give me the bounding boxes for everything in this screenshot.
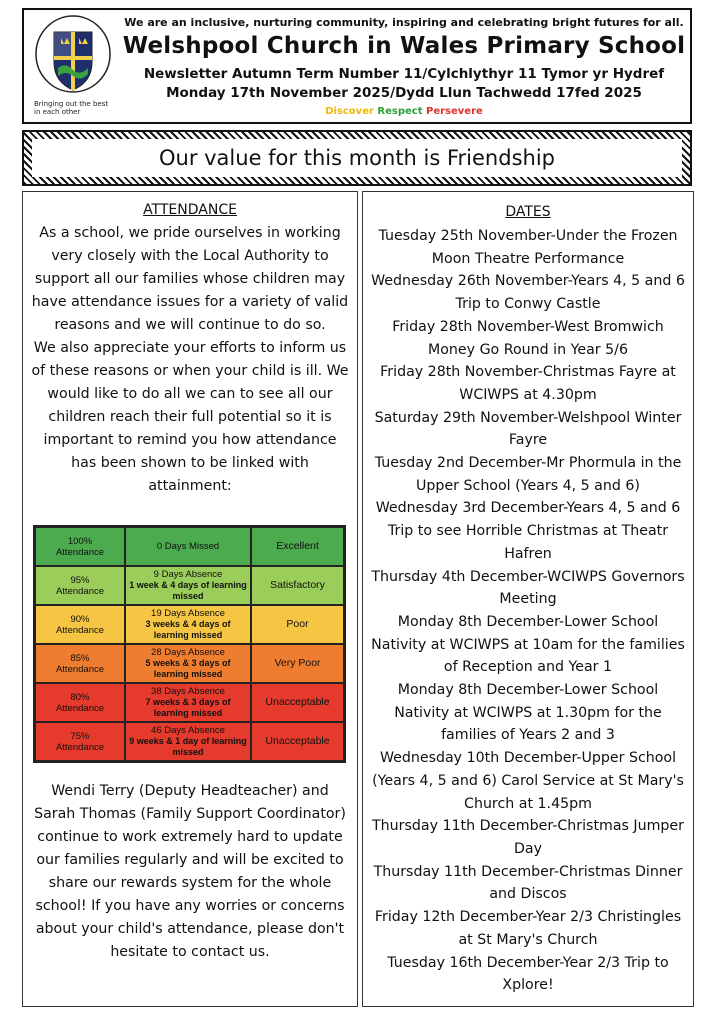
attendance-rating: Unacceptable bbox=[251, 683, 345, 722]
attendance-percent-cell bbox=[35, 566, 126, 605]
date-item: Thursday 4th December-WCIWPS Governors Meeting bbox=[371, 568, 685, 608]
date-item: Wednesday 3rd December-Years 4, 5 and 6 Trip to see Horrible Christmas at Theatr Hafren bbox=[375, 500, 681, 562]
attendance-rating: Unacceptable bbox=[251, 722, 345, 762]
value-of-month-text: Our value for this month is Friendship bbox=[158, 146, 555, 170]
attendance-label: Attendance bbox=[55, 585, 105, 597]
newsletter-issue: Newsletter Autumn Term Number 11/Cylchlythyr 11 Tymor yr Hydref bbox=[143, 66, 665, 82]
date-item: Tuesday 2nd December-Mr Phormula in the Upper School (Years 4, 5 and 6) bbox=[374, 455, 682, 494]
date-item: Tuesday 16th December-Year 2/3 Trip to Xplore! bbox=[387, 954, 669, 994]
attendance-percent-cell bbox=[35, 683, 126, 722]
absence-cell bbox=[125, 605, 251, 644]
absence-days: 38 Days Absence bbox=[151, 686, 225, 697]
date-item: Monday 8th December-Lower School Nativity at WCIWPS at 10am for the families of Reception and Year 1 bbox=[371, 613, 685, 676]
date-item: Wednesday 10th December-Upper School (Years 4, 5 and 6) Carol Service at St Mary's Church at 1.45pm bbox=[372, 750, 684, 812]
attendance-percent-cell bbox=[35, 722, 126, 762]
attendance-table-row bbox=[35, 644, 345, 683]
attendance-label: Attendance bbox=[55, 546, 105, 558]
attendance-percent: 90% bbox=[70, 613, 90, 625]
newsletter-date: Monday 17th November 2025/Dydd Llun Tachwedd 17fed 2025 bbox=[166, 85, 642, 101]
absence-cell bbox=[125, 683, 251, 722]
absence-days: 19 Days Absence bbox=[151, 608, 225, 619]
absence-days: 28 Days Absence bbox=[151, 647, 225, 658]
date-item: Friday 28th November-West Bromwich Money Go Round in Year 5/6 bbox=[392, 318, 664, 358]
attendance-percent-cell bbox=[35, 527, 126, 567]
attendance-percent-cell bbox=[35, 605, 126, 644]
date-item: Monday 8th December-Lower School Nativity at WCIWPS at 1.30pm for the families of Years 2 and 3 bbox=[394, 682, 662, 744]
date-item: Friday 28th November-Christmas Fayre at WCIWPS at 4.30pm bbox=[380, 364, 676, 403]
attendance-intro bbox=[31, 222, 349, 498]
learning-missed: 1 week & 4 days of learning missed bbox=[129, 580, 247, 601]
date-item: Thursday 11th December-Christmas Jumper Day bbox=[372, 818, 684, 857]
attendance-section bbox=[22, 191, 358, 1007]
attendance-table-row bbox=[35, 605, 345, 644]
attendance-table-row bbox=[35, 722, 345, 762]
absence-days: 9 Days Absence bbox=[153, 569, 223, 580]
absence-days: 46 Days Absence bbox=[151, 725, 225, 736]
attendance-rating: Excellent bbox=[251, 527, 345, 567]
learning-missed: 7 weeks & 3 days of learning missed bbox=[145, 697, 231, 718]
date-item: Friday 12th December-Year 2/3 Christingles at St Mary's Church bbox=[374, 909, 682, 948]
date-item: Thursday 11th December-Christmas Dinner and Discos bbox=[373, 863, 683, 903]
attendance-paragraph-1: As a school, we pride ourselves in working very closely with the Local Authority to support all our families whose children may have attendance issues for a variety of valid reasons and we will continue to do so. bbox=[31, 225, 349, 333]
attendance-rating: Poor bbox=[251, 605, 345, 644]
date-item: Wednesday 26th November-Years 4, 5 and 6 Trip to Conwy Castle bbox=[371, 273, 685, 313]
absence-cell bbox=[125, 722, 251, 762]
attendance-table bbox=[33, 525, 346, 763]
attendance-table-row bbox=[35, 683, 345, 722]
attendance-paragraph-3: Wendi Terry (Deputy Headteacher) and Sarah Thomas (Family Support Coordinator) continue to work extremely hard to update our families regularly and will be excited to share our rewards system for the whole school! If you have any worries or concerns about your child's attendance, please don't hesitate to contact us. bbox=[34, 783, 346, 960]
attendance-paragraph-2: We also appreciate your efforts to inform us of these reasons or when your child is ill. We would like to do all we can to see all our children reach their full potential so it is important to remind you how attendance has been shown to be linked with attainment: bbox=[31, 340, 349, 494]
absence-days: 0 Days Missed bbox=[156, 541, 220, 552]
learning-missed: 3 weeks & 4 days of learning missed bbox=[145, 619, 231, 640]
attendance-rating: Very Poor bbox=[251, 644, 345, 683]
attendance-percent: 80% bbox=[70, 691, 90, 703]
school-name: Welshpool Church in Wales Primary School bbox=[122, 33, 686, 59]
attendance-label: Attendance bbox=[55, 702, 105, 714]
attendance-table-row bbox=[35, 527, 345, 567]
absence-cell bbox=[125, 566, 251, 605]
attendance-percent: 95% bbox=[70, 574, 90, 586]
school-crest-icon bbox=[34, 14, 112, 100]
attendance-label: Attendance bbox=[55, 663, 105, 675]
value-of-month-banner bbox=[22, 130, 692, 186]
date-item: Tuesday 25th November-Under the Frozen Moon Theatre Performance bbox=[378, 228, 678, 267]
attendance-label: Attendance bbox=[55, 741, 105, 753]
attendance-table-row bbox=[35, 566, 345, 605]
attendance-percent: 100% bbox=[67, 535, 93, 547]
absence-cell bbox=[125, 527, 251, 567]
attendance-rating: Satisfactory bbox=[251, 566, 345, 605]
attendance-percent: 75% bbox=[70, 730, 90, 742]
date-item: Saturday 29th November-Welshpool Winter Fayre bbox=[374, 409, 682, 449]
school-tagline: We are an inclusive, nurturing community, inspiring and celebrating bright futures for all. bbox=[124, 16, 684, 29]
attendance-percent: 85% bbox=[70, 652, 90, 664]
value-discover: Discover bbox=[325, 106, 374, 117]
logo-motto: Bringing out the best in each other bbox=[34, 100, 109, 116]
dates-section bbox=[362, 191, 694, 1007]
learning-missed: 9 weeks & 1 day of learning missed bbox=[129, 736, 247, 757]
absence-cell bbox=[125, 644, 251, 683]
school-values bbox=[118, 106, 690, 117]
attendance-label: Attendance bbox=[55, 624, 105, 636]
value-respect: Respect bbox=[377, 106, 423, 117]
value-persevere: Persevere bbox=[425, 106, 483, 117]
dates-heading: DATES bbox=[505, 204, 551, 220]
attendance-heading: ATTENDANCE bbox=[143, 202, 237, 218]
learning-missed: 5 weeks & 3 days of learning missed bbox=[145, 658, 231, 679]
school-logo bbox=[34, 14, 112, 118]
dates-list bbox=[369, 225, 687, 997]
attendance-percent-cell bbox=[35, 644, 126, 683]
newsletter-header bbox=[22, 8, 692, 124]
